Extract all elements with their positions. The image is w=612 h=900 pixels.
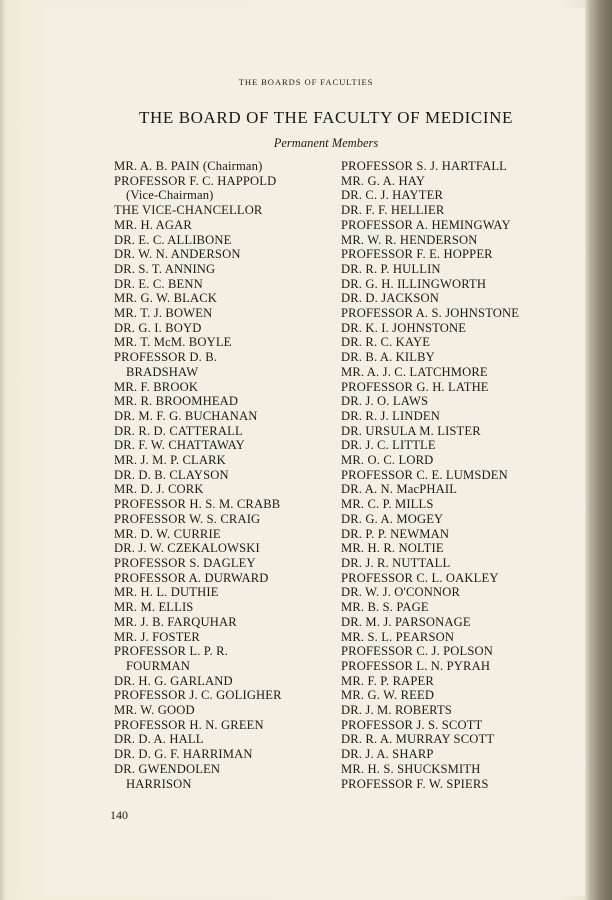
list-item: DR. F. W. CHATTAWAY bbox=[114, 438, 245, 453]
list-item: DR. D. A. HALL bbox=[114, 732, 204, 747]
list-item: PROFESSOR L. P. R. bbox=[114, 644, 228, 659]
member-list-left bbox=[114, 159, 329, 791]
list-item: MR. H. R. NOLTIE bbox=[341, 541, 444, 556]
list-item: PROFESSOR D. B. bbox=[114, 350, 218, 365]
list-item: BRADSHAW bbox=[126, 364, 199, 379]
list-item: DR. R. A. MURRAY SCOTT bbox=[341, 732, 495, 747]
list-item: DR. G. A. MOGEY bbox=[341, 511, 444, 526]
list-item: DR. H. G. GARLAND bbox=[114, 673, 233, 688]
list-item: MR. W. GOOD bbox=[114, 703, 195, 718]
list-item: PROFESSOR S. DAGLEY bbox=[114, 555, 256, 570]
list-item: PROFESSOR H. N. GREEN bbox=[114, 717, 264, 732]
list-item: DR. D. G. F. HARRIMAN bbox=[114, 747, 253, 762]
list-item: MR. D. W. CURRIE bbox=[114, 526, 221, 541]
list-item: PROFESSOR L. N. PYRAH bbox=[341, 658, 491, 673]
list-item: PROFESSOR J. C. GOLIGHER bbox=[114, 688, 282, 703]
list-item: MR. A. J. C. LATCHMORE bbox=[341, 364, 488, 379]
list-item: PROFESSOR C. L. OAKLEY bbox=[341, 570, 499, 585]
list-item: PROFESSOR F. E. HOPPER bbox=[341, 247, 493, 262]
page-number: 140 bbox=[110, 808, 128, 822]
list-item: MR. H. AGAR bbox=[114, 217, 192, 232]
list-item: DR. D. B. CLAYSON bbox=[114, 467, 229, 482]
list-item: DR. M. J. PARSONAGE bbox=[341, 614, 471, 629]
list-item: DR. A. N. MacPHAIL bbox=[341, 482, 458, 497]
list-item: MR. A. B. PAIN (Chairman) bbox=[114, 159, 263, 173]
list-item: PROFESSOR A. HEMINGWAY bbox=[341, 217, 511, 232]
list-item: DR. K. I. JOHNSTONE bbox=[341, 320, 467, 335]
list-item: DR. F. F. HELLIER bbox=[341, 203, 445, 218]
list-item: PROFESSOR H. S. M. CRABB bbox=[114, 497, 281, 512]
list-item: DR. D. JACKSON bbox=[341, 291, 439, 306]
list-item: DR. J. R. NUTTALL bbox=[341, 555, 451, 570]
list-item: MR. G. A. HAY bbox=[341, 173, 426, 188]
list-item: THE VICE-CHANCELLOR bbox=[114, 203, 263, 218]
list-item: MR. F. BROOK bbox=[114, 379, 199, 394]
list-item: DR. W. J. O'CONNOR bbox=[341, 585, 461, 600]
list-item: DR. J. O. LAWS bbox=[341, 394, 429, 409]
list-item: MR. G. W. REED bbox=[341, 688, 435, 703]
list-item: DR. J. W. CZEKALOWSKI bbox=[114, 541, 260, 556]
list-item: PROFESSOR C. J. POLSON bbox=[341, 644, 494, 659]
list-item: DR. E. C. BENN bbox=[114, 276, 203, 291]
list-item: DR. S. T. ANNING bbox=[114, 261, 216, 276]
list-item: DR. G. I. BOYD bbox=[114, 320, 202, 335]
list-item: DR. GWENDOLEN bbox=[114, 761, 221, 776]
list-item: DR. R. C. KAYE bbox=[341, 335, 431, 350]
list-item: DR. URSULA M. LISTER bbox=[341, 423, 481, 438]
list-item: PROFESSOR J. S. SCOTT bbox=[341, 717, 483, 732]
list-item: MR. M. ELLIS bbox=[114, 600, 194, 615]
list-item: DR. W. N. ANDERSON bbox=[114, 247, 241, 262]
list-item: MR. H. L. DUTHIE bbox=[114, 585, 219, 600]
list-item: DR. R. P. HULLIN bbox=[341, 261, 441, 276]
list-item: MR. C. P. MILLS bbox=[341, 497, 434, 512]
list-item: MR. J. M. P. CLARK bbox=[114, 453, 226, 468]
list-item: MR. W. R. HENDERSON bbox=[341, 232, 478, 247]
list-item: DR. R. J. LINDEN bbox=[341, 408, 440, 423]
page-title: THE BOARD OF THE FACULTY OF MEDICINE bbox=[139, 108, 513, 127]
list-item: MR. H. S. SHUCKSMITH bbox=[341, 761, 481, 776]
list-item: HARRISON bbox=[126, 776, 192, 791]
list-item: DR. G. H. ILLINGWORTH bbox=[341, 276, 487, 291]
list-item: DR. P. P. NEWMAN bbox=[341, 526, 450, 541]
list-item: MR. J. FOSTER bbox=[114, 629, 200, 644]
section-subtitle: Permanent Members bbox=[273, 136, 379, 150]
list-item: DR. J. C. LITTLE bbox=[341, 438, 436, 453]
list-item: DR. R. D. CATTERALL bbox=[114, 423, 243, 438]
member-list-right bbox=[341, 159, 571, 791]
list-item: PROFESSOR W. S. CRAIG bbox=[114, 511, 261, 526]
list-item: PROFESSOR A. DURWARD bbox=[114, 570, 269, 585]
list-item: (Vice-Chairman) bbox=[126, 188, 214, 203]
list-item: PROFESSOR S. J. HARTFALL bbox=[341, 159, 508, 173]
running-head: THE BOARDS OF FACULTIES bbox=[238, 77, 374, 87]
list-item: DR. M. F. G. BUCHANAN bbox=[114, 408, 258, 423]
list-item: MR. O. C. LORD bbox=[341, 453, 434, 468]
list-item: MR. G. W. BLACK bbox=[114, 291, 218, 306]
list-item: MR. T. McM. BOYLE bbox=[114, 335, 232, 350]
list-item: MR. F. P. RAPER bbox=[341, 673, 434, 688]
list-item: DR. C. J. HAYTER bbox=[341, 188, 443, 203]
list-item: MR. S. L. PEARSON bbox=[341, 629, 455, 644]
list-item: DR. J. M. ROBERTS bbox=[341, 703, 452, 718]
list-item: MR. T. J. BOWEN bbox=[114, 306, 213, 321]
list-item: DR. J. A. SHARP bbox=[341, 747, 434, 762]
list-item: PROFESSOR G. H. LATHE bbox=[341, 379, 489, 394]
list-item: PROFESSOR C. E. LUMSDEN bbox=[341, 467, 508, 482]
list-item: PROFESSOR A. S. JOHNSTONE bbox=[341, 306, 520, 321]
list-item: DR. B. A. KILBY bbox=[341, 350, 435, 365]
list-item: PROFESSOR F. C. HAPPOLD bbox=[114, 173, 277, 188]
list-item: MR. B. S. PAGE bbox=[341, 600, 429, 615]
list-item: PROFESSOR F. W. SPIERS bbox=[341, 776, 489, 791]
list-item: DR. E. C. ALLIBONE bbox=[114, 232, 232, 247]
list-item: FOURMAN bbox=[126, 658, 191, 673]
list-item: MR. J. B. FARQUHAR bbox=[114, 614, 237, 629]
list-item: MR. D. J. CORK bbox=[114, 482, 204, 497]
list-item: MR. R. BROOMHEAD bbox=[114, 394, 239, 409]
